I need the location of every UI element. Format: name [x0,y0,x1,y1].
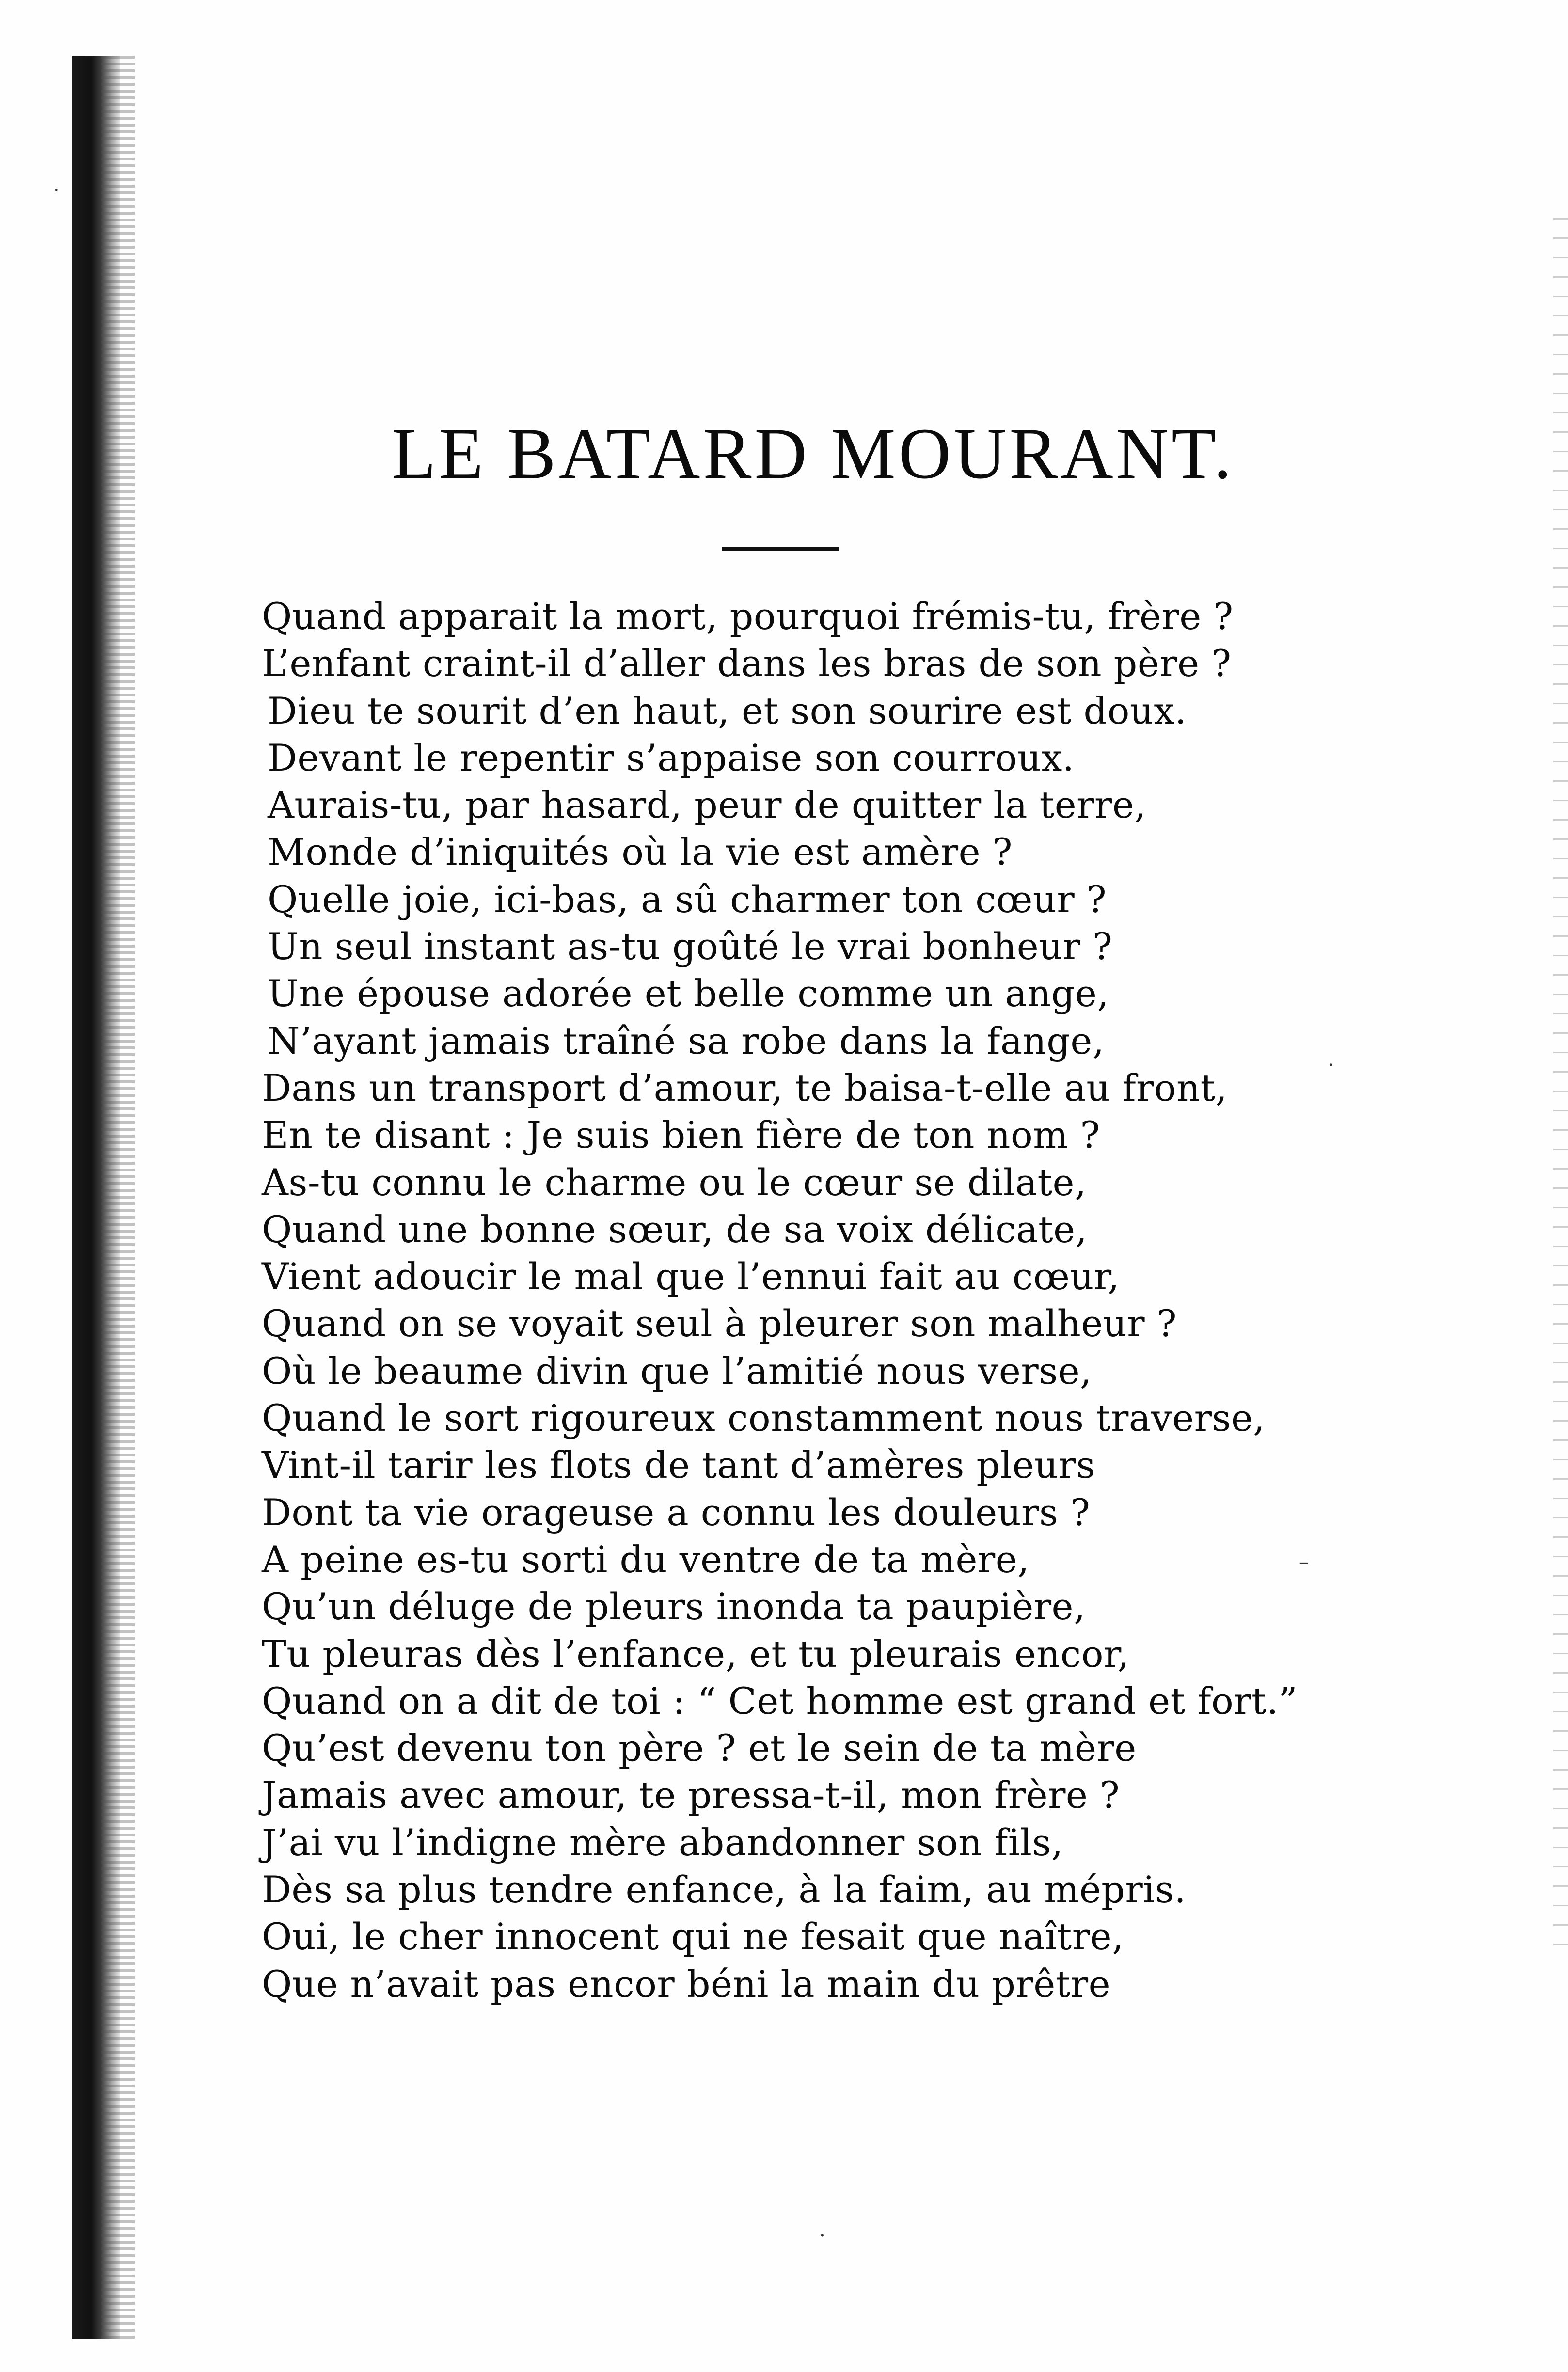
scan-speck: · [1328,1054,1334,1076]
poem-line: Où le beaume divin que l’amitié nous verse, [262,1349,1092,1392]
scan-speck: · [53,179,60,202]
title-rule [722,547,839,551]
poem-line: Qu’un déluge de pleurs inonda ta paupière, [262,1585,1086,1629]
poem-line: Quelle joie, ici-bas, a sû charmer ton cœur ? [268,877,1107,921]
scan-speck: · [819,2225,825,2247]
poem-line: Quand une bonne sœur, de sa voix délicate, [262,1207,1088,1251]
poem-line: Qu’est devenu ton père ? et le sein de ta mère [262,1726,1137,1770]
poem-line: Une épouse adorée et belle comme un ange, [268,972,1109,1015]
poem-line: Dont ta vie orageuse a connu les douleurs ? [262,1490,1091,1534]
poem-line: Dans un transport d’amour, te baisa-t-elle au front, [262,1066,1228,1109]
poem-line: Dès sa plus tendre enfance, à la faim, au mépris. [262,1868,1187,1912]
poem-line: Oui, le cher innocent qui ne fesait que naître, [262,1915,1124,1959]
poem-line: As-tu connu le charme ou le cœur se dilate, [262,1160,1087,1204]
poem-title: LE BATARD MOURANT. [391,413,1235,494]
poem-line: Dieu te sourit d’en haut, et son sourire est doux. [268,689,1187,732]
poem-line: Quand on a dit de toi : “ Cet homme est grand et fort.” [262,1679,1298,1723]
poem-line: Vient adoucir le mal que l’ennui fait au cœur, [262,1255,1120,1298]
scan-speck: – [1299,1551,1309,1573]
poem-body [262,593,1352,2008]
poem-line: Tu pleuras dès l’enfance, et tu pleurais encor, [262,1632,1130,1676]
poem-line: Quand le sort rigoureux constamment nous traverse, [262,1396,1266,1440]
poem-line: Monde d’iniquités où la vie est amère ? [268,830,1013,874]
poem-line: L’enfant craint-il d’aller dans les bras de son père ? [262,642,1232,685]
binding-edge [72,56,120,2339]
poem-line: Que n’avait pas encor béni la main du prêtre [262,1962,1111,2006]
poem-line: Quand apparait la mort, pourquoi frémis-tu, frère ? [262,595,1234,638]
poem-line: Quand on se voyait seul à pleurer son malheur ? [262,1302,1177,1345]
poem-line: A peine es-tu sorti du ventre de ta mère, [262,1537,1029,1581]
poem-line: Vint-il tarir les flots de tant d’amères pleurs [262,1443,1095,1487]
poem-line: Un seul instant as-tu goûté le vrai bonheur ? [268,925,1113,968]
poem-line: En te disant : Je suis bien fière de ton nom ? [262,1113,1100,1157]
poem-line: Devant le repentir s’appaise son courroux. [268,736,1075,779]
poem-line: Jamais avec amour, te pressa-t-il, mon frère ? [262,1773,1120,1817]
poem-line: J’ai vu l’indigne mère abandonner son fils, [262,1820,1063,1864]
poem-line: N’ayant jamais traîné sa robe dans la fange, [268,1019,1105,1062]
poem-line: Aurais-tu, par hasard, peur de quitter la terre, [268,783,1146,827]
